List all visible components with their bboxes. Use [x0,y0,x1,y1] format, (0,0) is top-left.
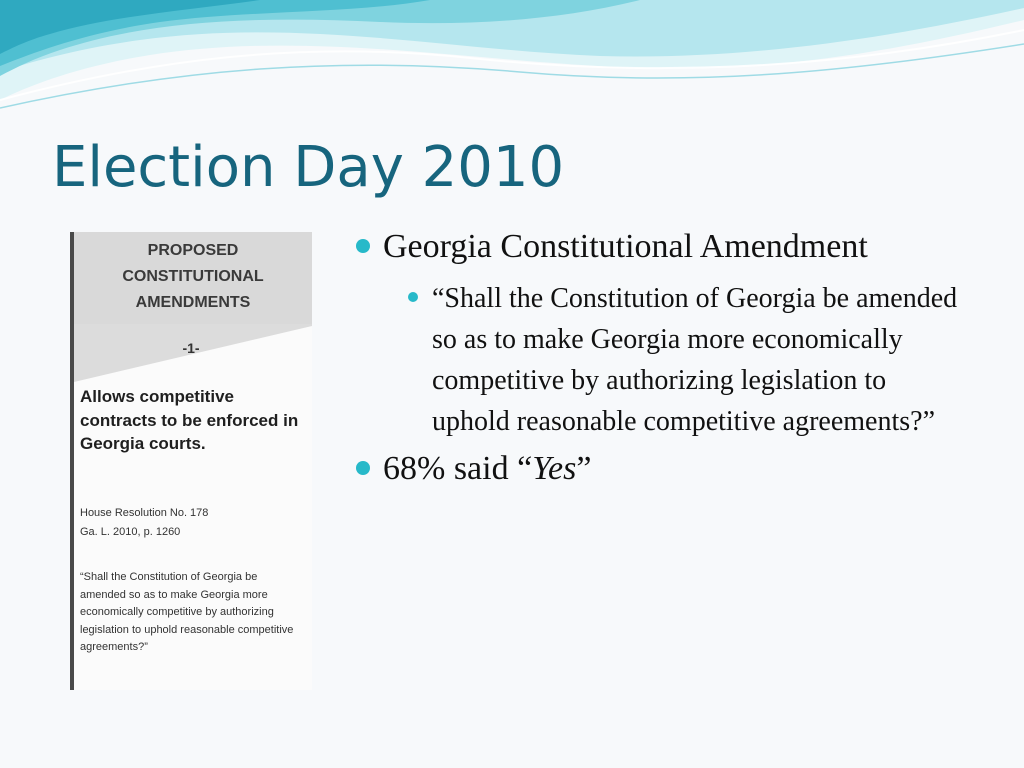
result-suffix: ” [576,450,592,487]
result-emphasis: Yes [532,450,577,487]
ballot-header-line2: CONSTITUTIONAL [122,268,264,285]
slide-title: Election Day 2010 [52,135,565,200]
result-prefix: 68% said “ [383,450,533,487]
header-wave-decoration [0,0,1024,130]
bullet-list [354,226,984,490]
ballot-ref-line1: House Resolution No. 178 [80,507,209,519]
bullet-dot-icon [356,461,370,475]
ballot-clipping-image [70,232,312,690]
ballot-amendment-number: -1- [182,340,200,356]
ballot-ref-line2: Ga. L. 2010, p. 1260 [80,526,181,538]
ballot-summary: Allows competitive contracts to be enforced in Georgia courts. [80,387,299,453]
bullet-item-result [354,448,984,490]
bullet-item [354,226,984,268]
ballot-question-text: “Shall the Constitution of Georgia be amended so as to make Georgia more economically competitive by authorizing legislation to uphold reasonable competitive agreements?” [80,571,294,653]
ballot-reference [80,504,305,542]
sub-bullet-item [408,278,962,442]
ballot-header-line1: PROPOSED [147,242,239,259]
sub-bullet-text: “Shall the Constitution of Georgia be amended so as to make Georgia more economically competitive by authorizing legislation to uphold reasonable competitive agreements?” [432,283,958,437]
bullet-text: Georgia Constitutional Amendment [383,228,868,265]
ballot-header-line3: AMENDMENTS [135,294,251,311]
bullet-dot-icon [356,239,370,253]
ballot-header [74,238,312,316]
bullet-dot-icon [408,292,418,302]
